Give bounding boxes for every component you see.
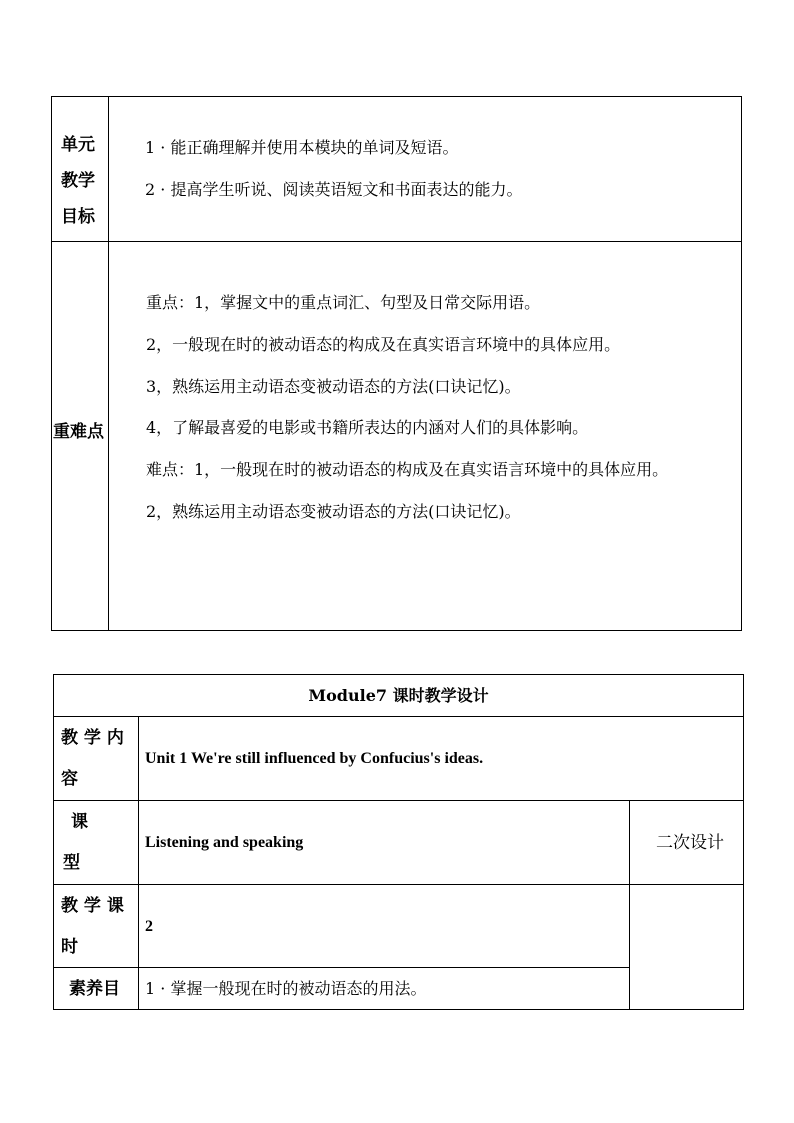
key-point-line: 4，了解最喜爱的电影或书籍所表达的内涵对人们的具体影响。	[146, 418, 589, 437]
row-header-unit-goal-line3: 目标	[61, 207, 95, 227]
difficulty-line: 难点：1，一般现在时的被动语态的构成及在真实语言环境中的具体应用。	[146, 460, 669, 479]
table-border	[53, 800, 744, 801]
unit-title: Unit 1 We're still influenced by Confucius's ideas.	[145, 750, 484, 767]
table-title: Module7 课时教学设计	[308, 686, 489, 705]
row-header-unit-goal-line2: 教学	[61, 171, 95, 191]
row-header-content-line1: 教 学 内	[61, 728, 124, 748]
goal-line: 1 · 能正确理解并使用本模块的单词及短语。	[145, 138, 459, 157]
difficulty-line: 2，熟练运用主动语态变被动语态的方法(口诀记忆)。	[146, 502, 521, 521]
lesson-type: Listening and speaking	[145, 834, 304, 851]
row-header-content-line2: 容	[61, 769, 78, 789]
table-border	[741, 96, 742, 631]
period-count: 2	[145, 918, 153, 935]
second-design-label: 二次设计	[656, 833, 724, 853]
table-border	[743, 674, 744, 1010]
table-border	[629, 800, 630, 1010]
table-border	[53, 716, 744, 717]
literacy-goal-line: 1 · 掌握一般现在时的被动语态的用法。	[145, 979, 427, 998]
table-border	[53, 674, 744, 675]
key-point-line: 重点：1，掌握文中的重点词汇、句型及日常交际用语。	[146, 293, 541, 312]
table-border	[53, 1009, 744, 1010]
key-points-cell	[109, 242, 741, 630]
table-border	[138, 716, 139, 1010]
row-header-literacy-goal: 素养目	[69, 979, 120, 999]
goal-line: 2 · 提高学生听说、阅读英语短文和书面表达的能力。	[145, 180, 523, 199]
table-border	[51, 96, 742, 97]
row-header-type-line2: 型	[63, 853, 80, 873]
row-header-key-points: 重难点	[53, 422, 104, 442]
row-header-periods-line2: 时	[61, 937, 78, 957]
table-border	[51, 96, 52, 631]
table-border	[53, 967, 630, 968]
table-border	[53, 884, 744, 885]
row-header-unit-goal-line1: 单元	[61, 135, 95, 155]
key-point-line: 3，熟练运用主动语态变被动语态的方法(口诀记忆)。	[146, 377, 521, 396]
row-header-type-line1: 课	[71, 812, 88, 832]
table-border	[51, 630, 742, 631]
row-header-periods-line1: 教 学 课	[61, 896, 124, 916]
table-border	[53, 674, 54, 1010]
key-point-line: 2，一般现在时的被动语态的构成及在真实语言环境中的具体应用。	[146, 335, 621, 354]
